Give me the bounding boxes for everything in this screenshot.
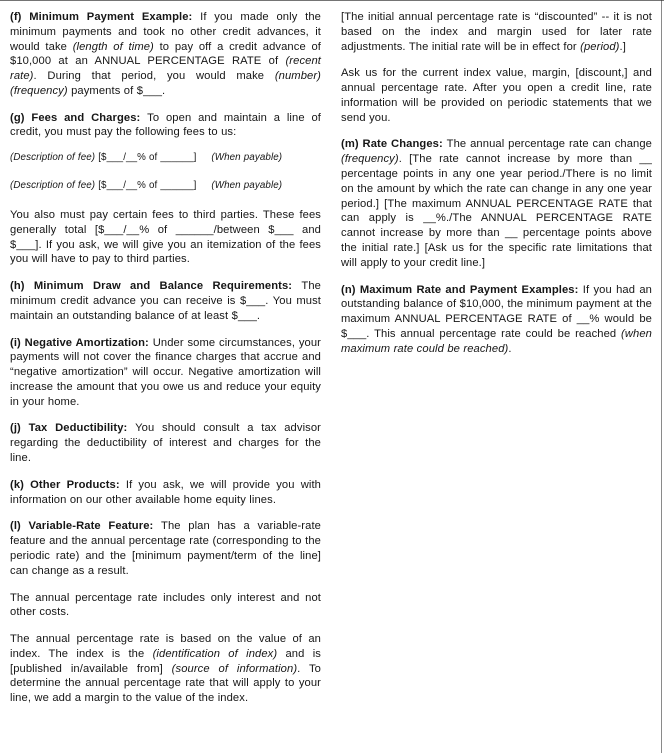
scan-artifact-top-edge <box>0 0 664 1</box>
run-text: . During that period, you would make <box>33 70 275 83</box>
paragraph <box>10 180 321 193</box>
run-text: The minimum credit advance you can receive is $___. You must maintain an outstanding balance of at least $___. <box>10 280 321 322</box>
run-italic: (frequency) <box>10 84 68 97</box>
run-text: The annual percentage rate includes only interest and not other costs. <box>10 591 321 619</box>
paragraph <box>10 111 321 141</box>
paragraph <box>10 10 321 99</box>
run-italic: (When payable) <box>211 152 283 164</box>
run-text: If you made only the minimum payments and took no other credit advances, it would take <box>10 11 321 53</box>
paragraph <box>10 152 321 165</box>
run-italic: (source of information) <box>171 662 298 675</box>
run-text: and is [published in/available from] <box>10 647 321 675</box>
run-bold: (m) Rate Changes: <box>341 138 447 151</box>
run-bold: (n) Maximum Rate and Payment Examples: <box>341 283 583 296</box>
run-bold: (h) Minimum Draw and Balance Requirements: <box>10 280 302 293</box>
run-italic: (When payable) <box>211 180 283 192</box>
run-italic: (length of time) <box>72 40 154 53</box>
run-text: to pay off a credit advance of $10,000 at an ANNUAL PERCENTAGE RATE of <box>10 40 321 68</box>
run-bold: (l) Variable-Rate Feature: <box>10 520 162 533</box>
column-right <box>341 10 652 753</box>
run-text: [The initial annual percentage rate is “discounted” -- it is not based on the index and margin used for later rate adjustments. The initial rate will be in effect for <box>341 11 652 53</box>
paragraph <box>10 421 321 465</box>
run-bold: (i) Negative Amortization: <box>10 336 153 349</box>
run-text: [$___/__% of ______] <box>95 152 212 164</box>
run-text: Ask us for the current index value, margin, [discount,] and annual percentage rate. After you open a credit line, rate information will be provided on periodic statements that we send you. <box>341 67 652 124</box>
paragraph <box>10 279 321 323</box>
run-text: . <box>508 342 512 355</box>
scan-artifact-right-edge <box>661 0 662 753</box>
run-italic: (identification of index) <box>152 647 278 660</box>
run-text: payments of $___. <box>67 84 166 97</box>
run-text: [$___/__% of ______] <box>95 180 212 192</box>
run-italic: (Description of fee) <box>10 180 96 192</box>
paragraph <box>10 478 321 508</box>
run-text: The plan has a variable-rate feature and the annual percentage rate (corresponding to the periodic rate) and the [minimum payment/term of the line] can change as a result. <box>10 520 321 577</box>
run-italic: (when maximum rate could be reached) <box>341 327 652 355</box>
run-text: The annual percentage rate is based on the value of an index. The index is the <box>10 633 321 660</box>
column-left <box>10 10 321 753</box>
run-text: You also must pay certain fees to third parties. These fees generally total [$___/__% of ______/between $___ and $___]. If you ask, we will give you an itemization of the fees you will have to pay to third parties. <box>10 209 321 266</box>
run-text: If you ask, we will provide you with information on our other available home equity lines. <box>10 478 321 506</box>
paragraph <box>10 208 321 267</box>
paragraph <box>341 283 652 357</box>
run-bold: (f) Minimum Payment Example: <box>10 11 201 23</box>
run-text: To open and maintain a line of credit, you must pay the following fees to us: <box>10 111 321 139</box>
run-bold: (k) Other Products: <box>10 478 126 491</box>
paragraph <box>10 632 321 706</box>
paragraph <box>10 591 321 621</box>
run-italic: (Description of fee) <box>10 152 96 164</box>
run-text: Under some circumstances, your payments will not cover the finance charges that accrue and “negative amortization” will occur. Negative amortization will increase the amount that you owe us and reduce your equity in your home. <box>10 336 321 408</box>
run-text: If you had an outstanding balance of $10,000, the minimum payment at the maximum ANNUAL PERCENTAGE RATE of __% would be $___. This annual percentage rate could be reached <box>341 283 653 340</box>
paragraph <box>10 336 321 410</box>
paragraph <box>10 519 321 578</box>
run-bold: (j) Tax Deductibility: <box>10 422 136 435</box>
run-text: You should consult a tax advisor regarding the deductibility of interest and charges for the line. <box>10 422 321 465</box>
run-text: .] <box>619 40 626 53</box>
run-text: . To determine the annual percentage rate that will apply to your line, we add a margin to the value of the index. <box>10 662 321 705</box>
run-text: . [The rate cannot increase by more than __ percentage points in any one year period./There is no limit on the amount by which the rate can change in any one year period.] [The maximum ANNUAL PERCENTAGE RATE that can apply is __%./The ANNUAL PERCENTAGE RATE cannot increase by more than __ percentage points above the initial rate.] [Ask us for the specific rate limitations that will apply to your credit line.] <box>341 153 652 269</box>
run-italic: (period) <box>580 40 620 53</box>
run-italic: (number) <box>274 70 321 83</box>
run-text: The annual percentage rate can change <box>446 138 652 151</box>
paragraph <box>341 66 652 125</box>
paragraph <box>341 137 652 270</box>
run-italic: (recent rate) <box>10 55 321 83</box>
run-italic: (frequency) <box>341 153 399 166</box>
paragraph <box>341 10 652 54</box>
run-bold: (g) Fees and Charges: <box>10 111 148 124</box>
